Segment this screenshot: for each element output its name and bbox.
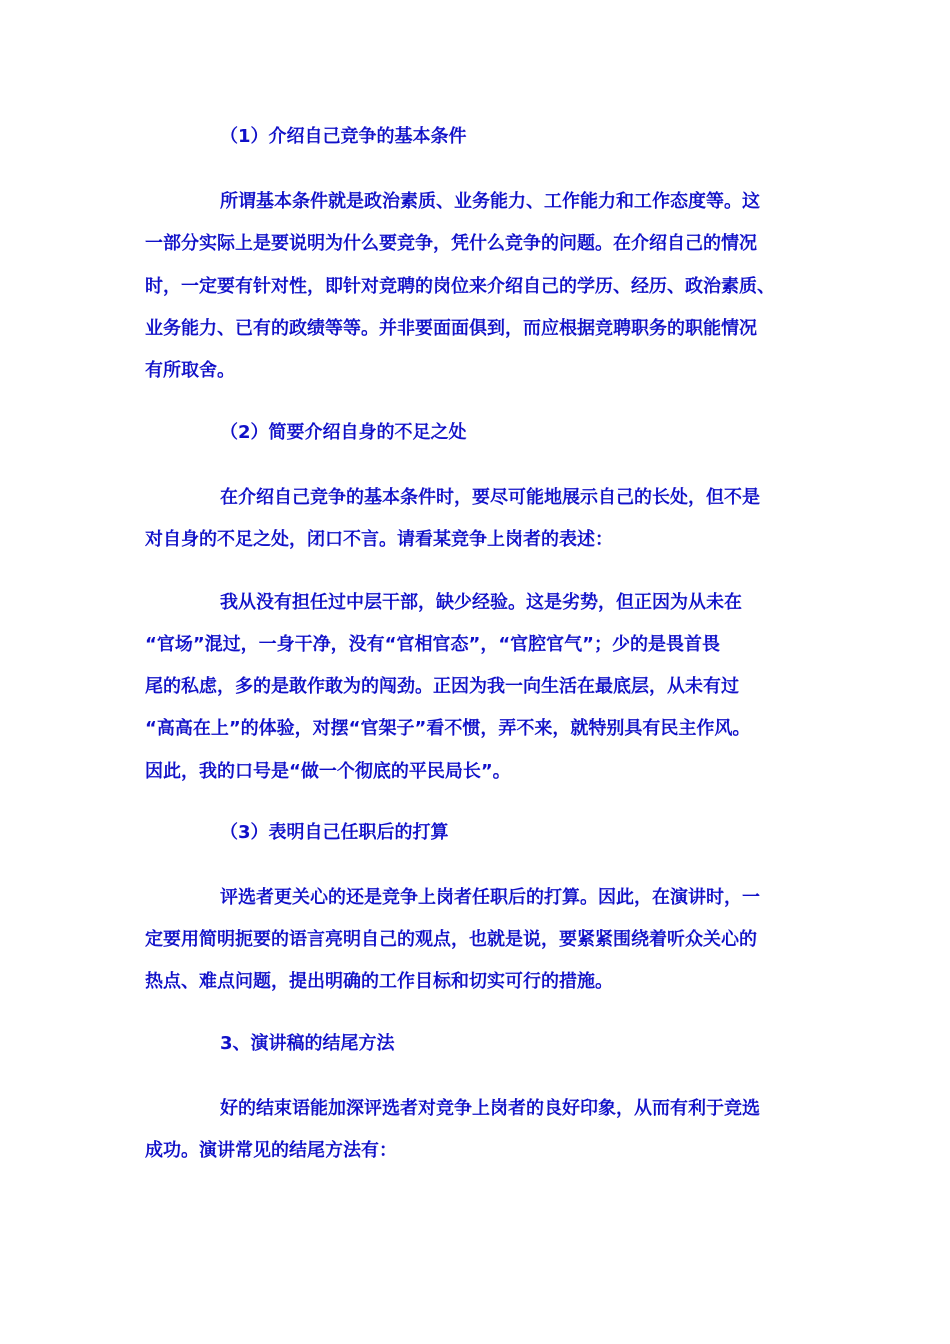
section-heading-1: （1）介绍自己竞争的基本条件 bbox=[220, 126, 467, 147]
paragraph-line: 时，一定要有针对性，即针对竞聘的岗位来介绍自己的学历、经历、政治素质、 bbox=[145, 276, 775, 297]
quote-line: “官场”混过，一身干净，没有“官相官态”，“官腔官气”；少的是畏首畏 bbox=[145, 634, 720, 655]
section-heading-2: （2）简要介绍自身的不足之处 bbox=[220, 422, 467, 443]
paragraph-line: 好的结束语能加深评选者对竞争上岗者的良好印象，从而有利于竞选 bbox=[220, 1098, 760, 1119]
paragraph-line: 热点、难点问题，提出明确的工作目标和切实可行的措施。 bbox=[145, 971, 613, 992]
paragraph-line: 评选者更关心的还是竞争上岗者任职后的打算。因此，在演讲时，一 bbox=[220, 887, 760, 908]
section-heading-3: （3）表明自己任职后的打算 bbox=[220, 822, 449, 843]
paragraph-line: 定要用简明扼要的语言亮明自己的观点，也就是说，要紧紧围绕着听众关心的 bbox=[145, 929, 757, 950]
paragraph-line: 所谓基本条件就是政治素质、业务能力、工作能力和工作态度等。这 bbox=[220, 191, 760, 212]
section-heading-4: 3、演讲稿的结尾方法 bbox=[220, 1033, 395, 1054]
paragraph-line: 对自身的不足之处，闭口不言。请看某竞争上岗者的表述： bbox=[145, 529, 613, 550]
paragraph-line: 有所取舍。 bbox=[145, 360, 235, 381]
quote-line: 因此，我的口号是“做一个彻底的平民局长”。 bbox=[145, 761, 511, 782]
quote-line: 我从没有担任过中层干部，缺少经验。这是劣势，但正因为从未在 bbox=[220, 592, 742, 613]
paragraph-line: 在介绍自己竞争的基本条件时，要尽可能地展示自己的长处，但不是 bbox=[220, 487, 760, 508]
paragraph-line: 业务能力、已有的政绩等等。并非要面面俱到，而应根据竞聘职务的职能情况 bbox=[145, 318, 757, 339]
paragraph-line: 成功。演讲常见的结尾方法有： bbox=[145, 1140, 397, 1161]
paragraph-line: 一部分实际上是要说明为什么要竞争，凭什么竞争的问题。在介绍自己的情况 bbox=[145, 233, 757, 254]
quote-line: “高高在上”的体验，对摆“官架子”看不惯，弄不来，就特别具有民主作风。 bbox=[145, 718, 751, 739]
quote-line: 尾的私虑，多的是敢作敢为的闯劲。正因为我一向生活在最底层，从未有过 bbox=[145, 676, 739, 697]
